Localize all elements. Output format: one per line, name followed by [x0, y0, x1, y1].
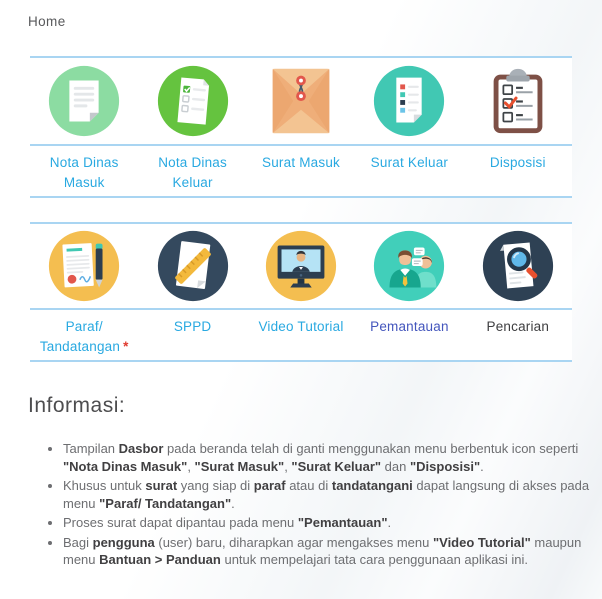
sppd-link[interactable]: SPPD: [173, 319, 212, 334]
menu-row-2: [30, 222, 572, 362]
info-list: [30, 440, 602, 571]
document-magnifier-icon[interactable]: [479, 227, 557, 305]
info-heading: Informasi:: [28, 394, 126, 417]
menu-row-1: [30, 56, 572, 198]
menu-row-1-labels: [30, 146, 572, 196]
list-document-icon[interactable]: [370, 62, 448, 140]
info-bullet: • Proses surat dapat dipantau pada menu "Pemantauan".: [63, 514, 602, 532]
pencarian-link[interactable]: Pencarian: [486, 319, 550, 334]
nota-dinas-keluar-item[interactable]: [138, 58, 246, 144]
people-chat-icon[interactable]: [370, 227, 448, 305]
info-bullet: • Khusus untuk surat yang siap di paraf atau di tandatangani dapat langsung di akses pada menu "Paraf/ Tandatangan".: [63, 477, 602, 512]
video-tutorial-item[interactable]: [247, 224, 355, 308]
nota-dinas-masuk-link[interactable]: Nota Dinas Masuk: [49, 155, 119, 190]
paraf-tandatangan-label: Paraf/ Tandatangan: [39, 319, 121, 354]
signature-pen-icon[interactable]: [45, 227, 123, 305]
ruler-document-icon[interactable]: [154, 227, 232, 305]
pemantauan-link[interactable]: Pemantauan: [370, 319, 449, 334]
info-bullet: • Tampilan Dasbor pada beranda telah di ganti menggunakan menu berbentuk icon seperti "Nota Dinas Masuk", "Surat Masuk", "Surat Keluar" dan "Disposisi".: [63, 440, 602, 475]
disposisi-link[interactable]: Disposisi: [489, 155, 546, 170]
menu-row-1-icons: [30, 58, 572, 146]
surat-keluar-link[interactable]: Surat Keluar: [370, 155, 449, 170]
document-icon[interactable]: [45, 62, 123, 140]
disposisi-item[interactable]: [464, 58, 572, 144]
surat-masuk-item[interactable]: [247, 58, 355, 144]
surat-keluar-item[interactable]: [355, 58, 463, 144]
info-bullet: • Bagi pengguna (user) baru, diharapkan agar mengakses menu "Video Tutorial" maupun menu Bantuan > Panduan untuk mempelajari tata cara penggunaan aplikasi ini.: [63, 534, 602, 569]
monitor-person-icon[interactable]: [262, 227, 340, 305]
sppd-item[interactable]: [138, 224, 246, 308]
paraf-tandatangan-link[interactable]: [30, 310, 138, 360]
nota-dinas-keluar-link[interactable]: Nota Dinas Keluar: [158, 155, 227, 190]
paraf-tandatangan-item[interactable]: [30, 224, 138, 308]
clipboard-icon[interactable]: [479, 62, 557, 140]
menu-row-2-labels: [30, 310, 572, 360]
surat-masuk-link[interactable]: Surat Masuk: [262, 155, 340, 170]
breadcrumb[interactable]: Home: [28, 14, 66, 29]
required-mark: *: [123, 338, 129, 354]
video-tutorial-link[interactable]: Video Tutorial: [258, 319, 344, 334]
pemantauan-item[interactable]: [355, 224, 463, 308]
pencarian-item[interactable]: [464, 224, 572, 308]
menu-row-2-icons: [30, 224, 572, 310]
envelope-icon[interactable]: [262, 62, 340, 140]
checklist-document-icon[interactable]: [154, 62, 232, 140]
nota-dinas-masuk-item[interactable]: [30, 58, 138, 144]
